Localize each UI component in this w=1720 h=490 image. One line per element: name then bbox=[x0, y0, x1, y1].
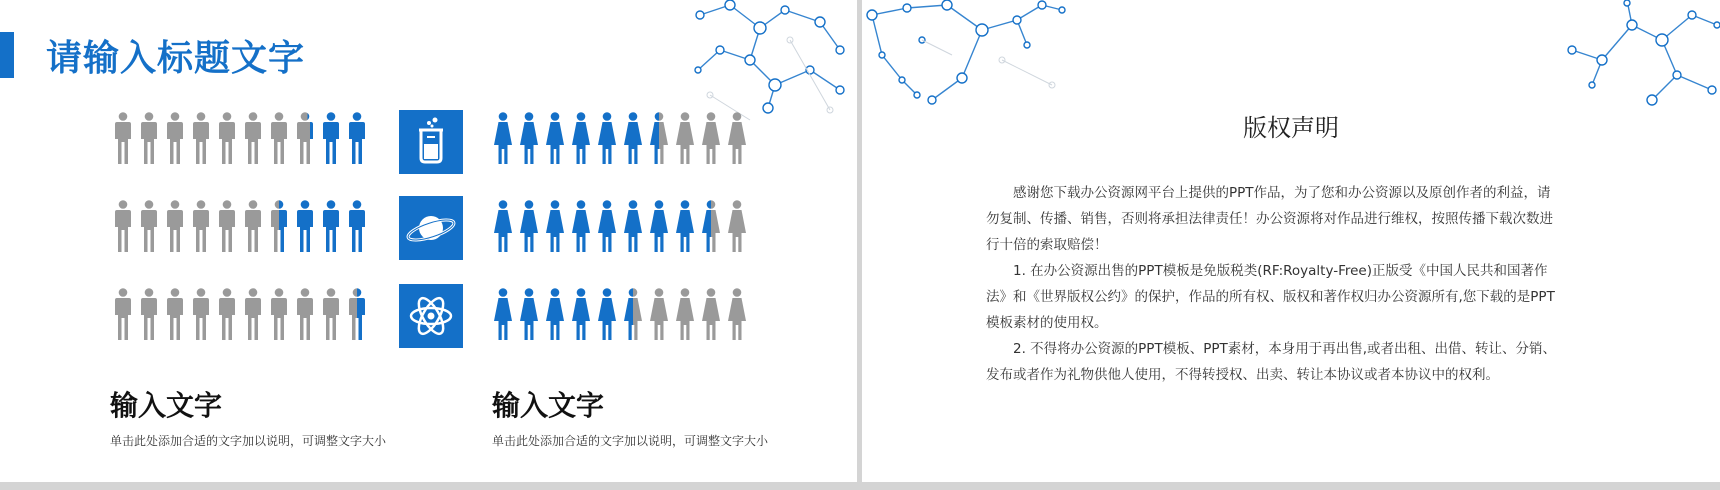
female-person-icon bbox=[726, 112, 748, 166]
female-person-icon bbox=[726, 200, 748, 254]
right-slide bbox=[862, 0, 1720, 482]
slide-title[interactable]: 请输入标题文字 bbox=[46, 38, 306, 79]
beaker-icon-box bbox=[399, 110, 463, 174]
female-person-icon bbox=[648, 200, 670, 254]
female-person-icon bbox=[570, 288, 592, 342]
female-person-icon bbox=[518, 288, 540, 342]
molecule-decoration bbox=[690, 0, 857, 125]
copyright-paragraph-1: 感谢您下载办公资源网平台上提供的PPT作品，为了您和办公资源以及原创作者的利益，请勿复制、传播、销售，否则将承担法律责任！办公资源将对作品进行维权，按照传播下载次数进行十倍的索取赔偿！ bbox=[986, 185, 1553, 253]
male-person-icon bbox=[320, 112, 342, 166]
male-person-icon bbox=[268, 112, 290, 166]
female-person-icon bbox=[700, 288, 722, 342]
female-person-icon bbox=[674, 288, 696, 342]
molecule-decoration-right bbox=[1552, 0, 1720, 120]
female-person-icon bbox=[674, 200, 696, 254]
male-person-icon bbox=[190, 288, 212, 342]
female-person-icon bbox=[596, 200, 618, 254]
female-person-icon bbox=[518, 200, 540, 254]
female-person-icon bbox=[570, 200, 592, 254]
female-person-icon bbox=[726, 288, 748, 342]
female-person-icon bbox=[492, 112, 514, 166]
molecule-decoration-left bbox=[862, 0, 1092, 120]
female-row-1 bbox=[492, 112, 752, 166]
copyright-paragraph-2: 1. 在办公资源出售的PPT模板是免版税类(RF:Royalty-Free)正版受《中国人民共和国著作法》和《世界版权公约》的保护，作品的所有权、版权和著作权归办公资源所有,您下载的是PPT模板素材的使用权。 bbox=[986, 263, 1555, 331]
female-person-icon bbox=[700, 200, 722, 254]
female-person-icon bbox=[648, 112, 670, 166]
block-1-text[interactable]: 单击此处添加合适的文字加以说明，可调整文字大小 bbox=[110, 434, 387, 448]
male-person-icon bbox=[242, 288, 264, 342]
title-accent-bar bbox=[0, 32, 14, 78]
female-person-icon bbox=[700, 112, 722, 166]
male-person-icon bbox=[190, 112, 212, 166]
male-person-icon bbox=[112, 200, 134, 254]
female-person-icon bbox=[648, 288, 670, 342]
male-person-icon bbox=[112, 288, 134, 342]
block-2-heading[interactable]: 输入文字 bbox=[492, 389, 605, 422]
male-person-icon bbox=[216, 112, 238, 166]
female-person-icon bbox=[596, 112, 618, 166]
female-person-icon bbox=[492, 200, 514, 254]
block-1-heading[interactable]: 输入文字 bbox=[110, 389, 223, 422]
female-person-icon bbox=[622, 200, 644, 254]
beaker-icon bbox=[399, 110, 463, 174]
male-person-icon bbox=[294, 288, 316, 342]
male-person-icon bbox=[320, 288, 342, 342]
female-person-icon bbox=[596, 288, 618, 342]
male-person-icon bbox=[138, 112, 160, 166]
copyright-title[interactable]: 版权声明 bbox=[1243, 114, 1339, 142]
male-person-icon bbox=[294, 112, 316, 166]
copyright-paragraph-3: 2. 不得将办公资源的PPT模板、PPT素材，本身用于再出售,或者出租、出借、转让、分销、发布或者作为礼物供他人使用，不得转授权、出卖、转让本协议或者本协议中的权利。 bbox=[986, 341, 1557, 383]
male-person-icon bbox=[190, 200, 212, 254]
male-row-1 bbox=[112, 112, 372, 166]
atom-icon-box bbox=[399, 284, 463, 348]
female-person-icon bbox=[544, 288, 566, 342]
female-person-icon bbox=[518, 112, 540, 166]
male-person-icon bbox=[242, 200, 264, 254]
planet-icon-box bbox=[399, 196, 463, 260]
male-row-2 bbox=[112, 200, 372, 254]
male-person-icon bbox=[346, 112, 368, 166]
male-person-icon bbox=[320, 200, 342, 254]
female-person-icon bbox=[492, 288, 514, 342]
male-row-3 bbox=[112, 288, 372, 342]
female-person-icon bbox=[544, 200, 566, 254]
male-person-icon bbox=[346, 288, 368, 342]
planet-icon bbox=[399, 196, 463, 260]
female-person-icon bbox=[622, 112, 644, 166]
male-person-icon bbox=[268, 200, 290, 254]
male-person-icon bbox=[346, 200, 368, 254]
male-person-icon bbox=[242, 112, 264, 166]
male-person-icon bbox=[164, 112, 186, 166]
copyright-body[interactable] bbox=[986, 180, 1564, 388]
male-person-icon bbox=[164, 200, 186, 254]
male-person-icon bbox=[268, 288, 290, 342]
male-person-icon bbox=[294, 200, 316, 254]
male-person-icon bbox=[112, 112, 134, 166]
block-2-text[interactable]: 单击此处添加合适的文字加以说明，可调整文字大小 bbox=[492, 434, 769, 448]
left-slide bbox=[0, 0, 857, 482]
female-person-icon bbox=[570, 112, 592, 166]
female-row-3 bbox=[492, 288, 752, 342]
male-person-icon bbox=[216, 200, 238, 254]
male-person-icon bbox=[138, 288, 160, 342]
male-person-icon bbox=[216, 288, 238, 342]
female-person-icon bbox=[622, 288, 644, 342]
male-person-icon bbox=[164, 288, 186, 342]
male-person-icon bbox=[138, 200, 160, 254]
female-person-icon bbox=[544, 112, 566, 166]
female-person-icon bbox=[674, 112, 696, 166]
atom-icon bbox=[399, 284, 463, 348]
female-row-2 bbox=[492, 200, 752, 254]
